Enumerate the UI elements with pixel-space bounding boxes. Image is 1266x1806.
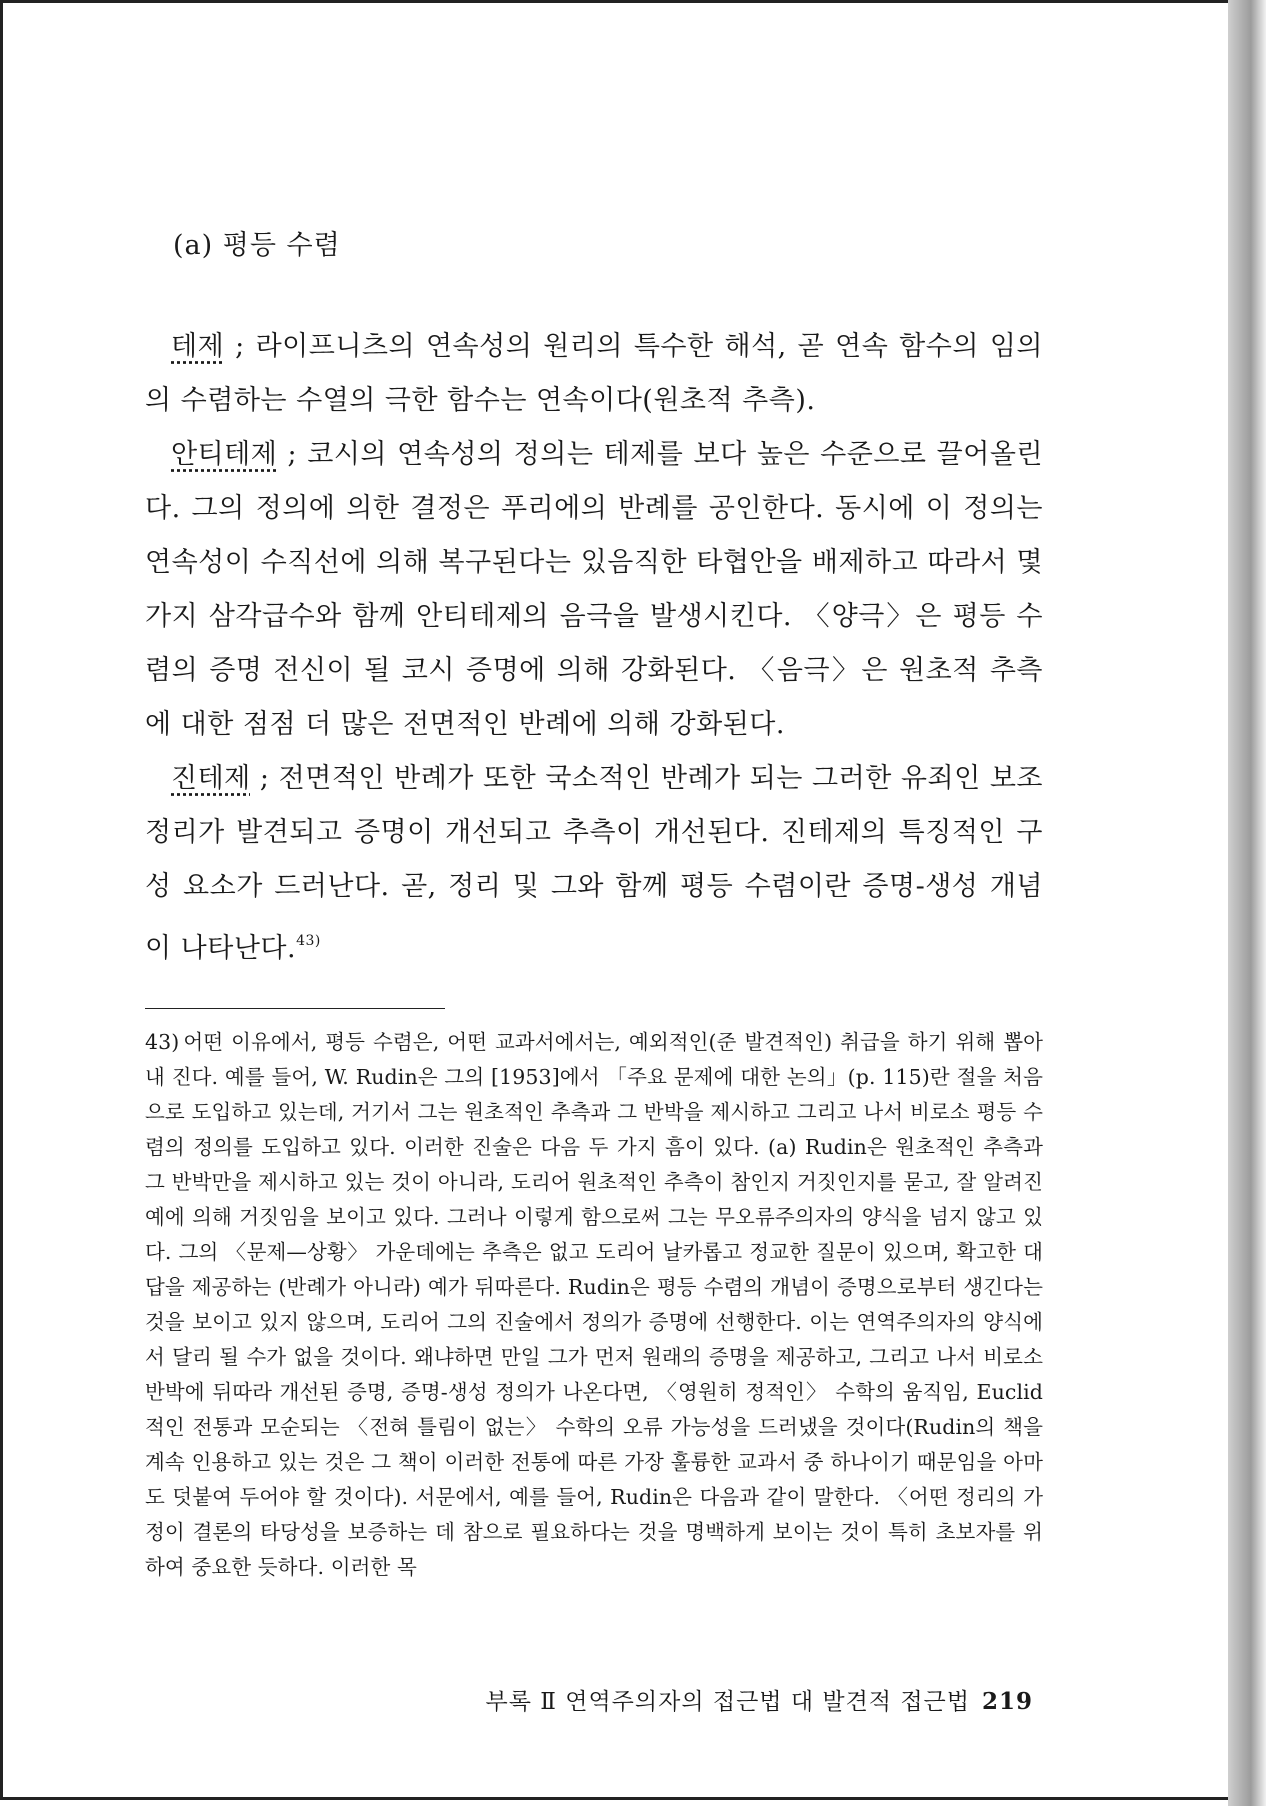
footnote-number: 43)	[145, 1030, 180, 1054]
section-heading: (a) 평등 수렴	[173, 230, 341, 261]
antithesis-term: 안티테제	[171, 439, 278, 470]
running-title: 부록 Ⅱ 연역주의자의 접근법 대 발견적 접근법	[485, 1689, 970, 1715]
thesis-text: ; 라이프니츠의 연속성의 원리의 특수한 해석, 곧 연속 함수의 임의의 수렴하는 수열의 극한 함수는 연속이다(원초적 추측).	[145, 331, 1043, 416]
synthesis-term: 진테제	[171, 763, 251, 794]
footnote-reference: 43)	[296, 933, 321, 949]
synthesis-text: ; 전면적인 반례가 또한 국소적인 반례가 되는 그러한 유죄인 보조 정리가 발견되고 증명이 개선되고 추측이 개선된다. 진테제의 특징적인 구성 요소가 드러난다. 곧, 정리 및 그와 함께 평등 수렴이란 증명-생성 개념이 나타난다.	[145, 763, 1043, 964]
synthesis-paragraph	[145, 752, 1043, 976]
antithesis-paragraph	[145, 428, 1043, 752]
thesis-term: 테제	[171, 331, 225, 362]
main-text	[145, 320, 1043, 976]
footnote-text: 어떤 이유에서, 평등 수렴은, 어떤 교과서에서는, 예외적인(준 발견적인) 취급을 하기 위해 뽑아내 진다. 예를 들어, W. Rudin은 그의 [1953]에서 「주요 문제에 대한 논의」(p. 115)란 절을 처음으로 도입하고 있는데, 거기서 그는 원초적인 추측과 그 반박을 제시하고 그리고 나서 비로소 평등 수렴의 정의를 도입하고 있다. 이러한 진술은 다음 두 가지 흠이 있다. (a) Rudin은 원초적인 추측과 그 반박만을 제시하고 있는 것이 아니라, 도리어 원초적인 추측이 참인지 거짓인지를 묻고, 잘 알려진 예에 의해 거짓임을 보이고 있다. 그러나 이렇게 함으로써 그는 무오류주의자의 양식을 넘지 않고 있다. 그의 〈문제—상황〉 가운데에는 추측은 없고 도리어 날카롭고 정교한 질문이 있으며, 확고한 대답을 제공하는 (반례가 아니라) 예가 뒤따른다. Rudin은 평등 수렴의 개념이 증명으로부터 생긴다는 것을 보이고 있지 않으며, 도리어 그의 진술에서 정의가 증명에 선행한다. 이는 연역주의자의 양식에서 달리 될 수가 없을 것이다. 왜냐하면 만일 그가 먼저 원래의 증명을 제공하고, 그리고 나서 비로소 반박에 뒤따라 개선된 증명, 증명-생성 정의가 나온다면, 〈영원히 정적인〉 수학의 움직임, Euclid적인 전통과 모순되는 〈전혀 틀림이 없는〉 수학의 오류 가능성을 드러냈을 것이다(Rudin의 책을 계속 인용하고 있는 것은 그 책이 이러한 전통에 따른 가장 훌륭한 교과서 중 하나이기 때문임을 아마도 덧붙여 두어야 할 것이다). 서문에서, 예를 들어, Rudin은 다음과 같이 말한다. 〈어떤 정리의 가정이 결론의 타당성을 보증하는 데 참으로 필요하다는 것을 명백하게 보이는 것이 특히 초보자를 위하여 중요한 듯하다. 이러한 목	[145, 1030, 1043, 1579]
running-footer	[473, 1683, 1033, 1716]
antithesis-text: ; 코시의 연속성의 정의는 테제를 보다 높은 수준으로 끌어올린다. 그의 정의에 의한 결정은 푸리에의 반례를 공인한다. 동시에 이 정의는 연속성이 수직선에 의해 복구된다는 있음직한 타협안을 배제하고 따라서 몇 가지 삼각급수와 함께 안티테제의 음극을 발생시킨다. 〈양극〉은 평등 수렴의 증명 전신이 될 코시 증명에 의해 강화된다. 〈음극〉은 원초적 추측에 대한 점점 더 많은 전면적인 반례에 의해 강화된다.	[145, 439, 1043, 740]
footnote-43	[145, 1025, 1043, 1585]
page-edge-shadow	[1228, 0, 1266, 1806]
thesis-paragraph	[145, 320, 1043, 428]
page-content	[145, 223, 1043, 1585]
footnote-divider	[145, 1008, 445, 1009]
page-number: 219	[981, 1688, 1033, 1715]
